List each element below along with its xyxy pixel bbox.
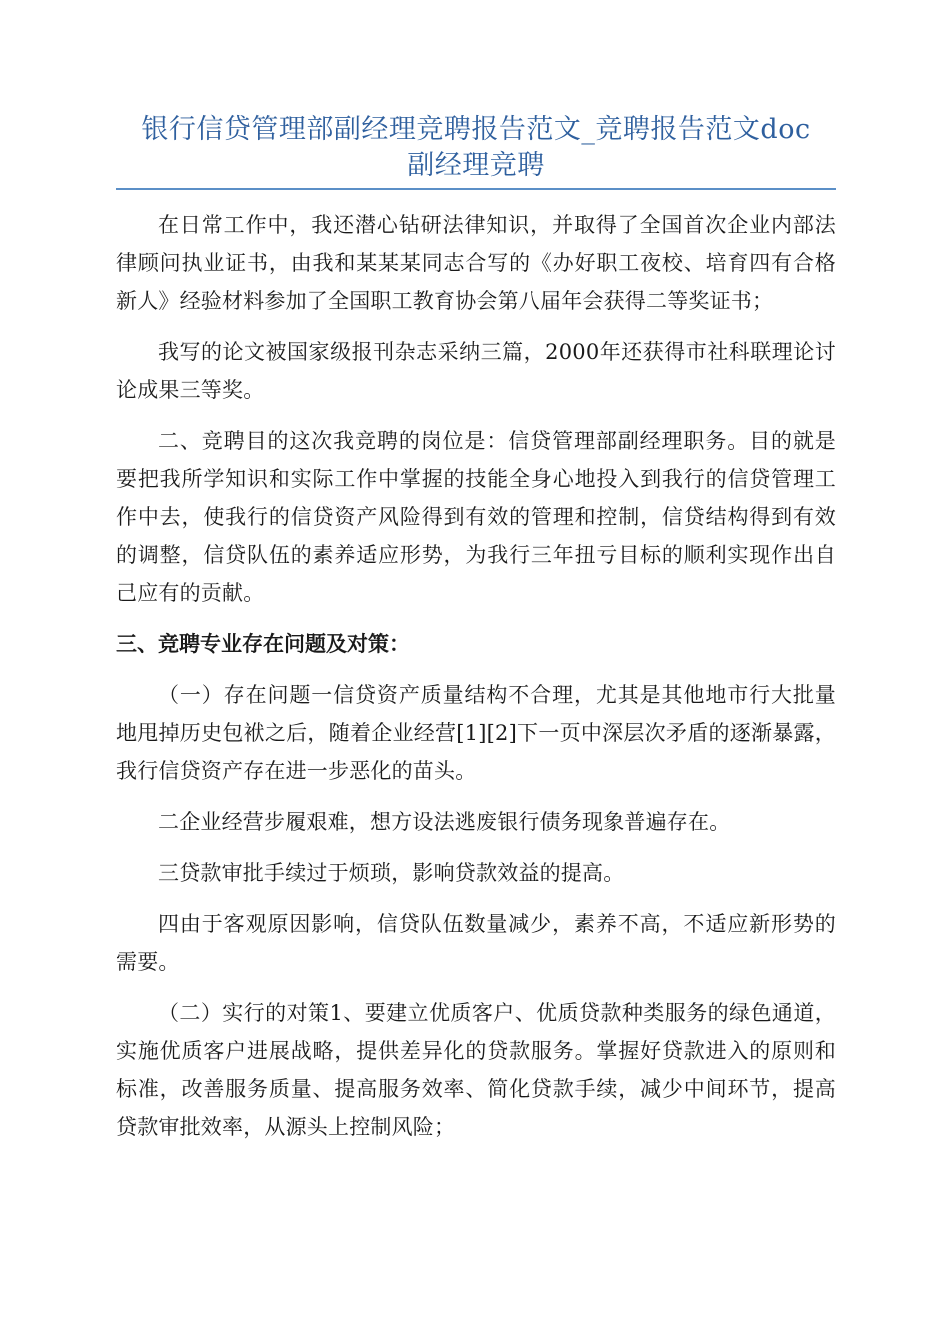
title-underline	[116, 188, 836, 190]
title-line-1: 银行信贷管理部副经理竞聘报告范文_竞聘报告范文doc	[141, 114, 811, 145]
section-heading: 三、竞聘专业存在问题及对策：	[116, 632, 410, 656]
paragraph: 三贷款审批手续过于烦琐，影响贷款效益的提高。	[158, 861, 625, 885]
title-line-2: 副经理竞聘	[407, 150, 545, 181]
paragraph: （一）存在问题一信贷资产质量结构不合理，尤其是其他地市行大批量地甩掉历史包袱之后，随着企业经营[1][2]下一页中深层次矛盾的逐渐暴露，我行信贷资产存在进一步恶化的苗头。	[116, 683, 836, 783]
paragraph: 四由于客观原因影响，信贷队伍数量减少，素养不高，不适应新形势的需要。	[116, 912, 836, 974]
paragraph: （二）实行的对策1、要建立优质客户、优质贷款种类服务的绿色通道，实施优质客户进展战略，提供差异化的贷款服务。掌握好贷款进入的原则和标准，改善服务质量、提高服务效率、简化贷款手续，减少中间环节，提高贷款审批效率，从源头上控制风险；	[116, 1001, 836, 1139]
document-title	[116, 112, 836, 184]
paragraph: 在日常工作中，我还潜心钻研法律知识，并取得了全国首次企业内部法律顾问执业证书，由我和某某某同志合写的《办好职工夜校、培育四有合格新人》经验材料参加了全国职工教育协会第八届年会获得二等奖证书；	[116, 213, 836, 313]
document-page	[116, 112, 836, 1159]
paragraph: 二企业经营步履艰难，想方设法逃废银行债务现象普遍存在。	[158, 810, 731, 834]
paragraph: 我写的论文被国家级报刊杂志采纳三篇，2000年还获得市社科联理论讨论成果三等奖。	[116, 340, 836, 402]
paragraph: 二、竞聘目的这次我竞聘的岗位是：信贷管理部副经理职务。目的就是要把我所学知识和实际工作中掌握的技能全身心地投入到我行的信贷管理工作中去，使我行的信贷资产风险得到有效的管理和控制，信贷结构得到有效的调整，信贷队伍的素养适应形势，为我行三年扭亏目标的顺利实现作出自己应有的贡献。	[116, 429, 836, 605]
